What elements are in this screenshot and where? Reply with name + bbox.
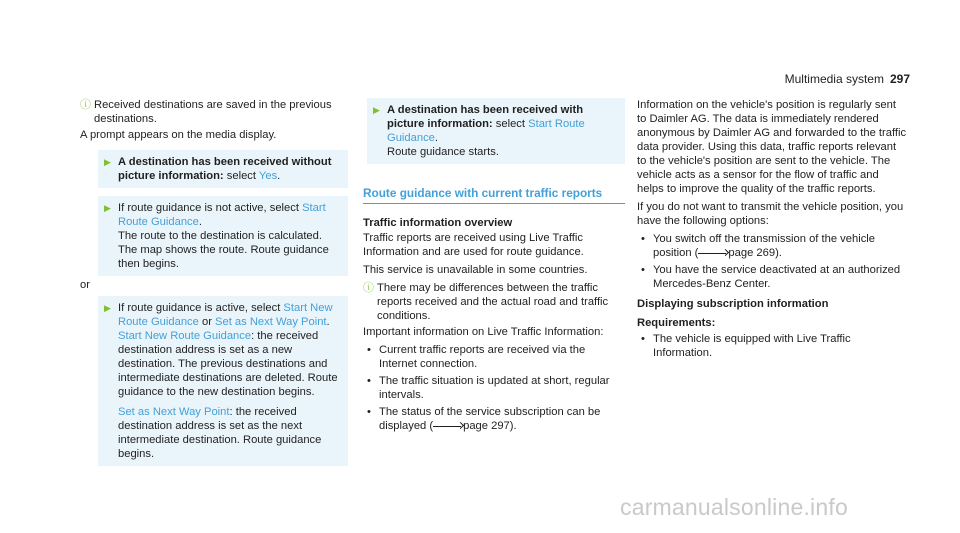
- page-number: 297: [889, 72, 910, 86]
- heading-subscription-info: Displaying subscription information: [637, 298, 829, 310]
- bullet-dot: •: [641, 333, 645, 345]
- page-reference-arrow-icon: [433, 422, 463, 430]
- link-set-next-way-point[interactable]: Set as Next Way Point: [215, 316, 327, 328]
- arrow-right-icon: ▶: [104, 157, 111, 167]
- bullet-dot: •: [367, 406, 371, 418]
- list-item: • The traffic situation is updated at short, regular intervals.: [367, 375, 610, 401]
- list-item: • You switch off the transmission of the vehicle position ( page 269).: [641, 233, 876, 259]
- link-start-route-guidance[interactable]: Start Route Guidance: [118, 202, 326, 228]
- option-start-new-route-guidance[interactable]: Start New Route Guidance: [118, 330, 252, 342]
- traffic-info-list: [363, 343, 625, 433]
- info-icon: ⓘ: [80, 99, 91, 111]
- bullet-dot: •: [367, 344, 371, 356]
- requirements-label: Requirements:: [637, 317, 716, 329]
- list-item: • Current traffic reports are received via the Internet connection.: [367, 344, 586, 370]
- or-text: or: [80, 279, 90, 291]
- requirements-list: [637, 332, 907, 360]
- section-heading-traffic: Route guidance with current traffic reports: [363, 186, 625, 204]
- arrow-right-icon: ▶: [104, 203, 111, 213]
- bullet-dot: •: [367, 375, 371, 387]
- page-header: [785, 72, 910, 86]
- step-route-active: ▶ If route guidance is active, select Start New Route Guidance or Set as Next Way Point. Start New Route Guidance: the received destination address is set as a new destination. The previous destinations and intermediate destinations are deleted. Route guidance to the new destination begins. Set as Next Way Point: the received destination address is set as the next intermediate destination. Route guidance begins.: [98, 296, 348, 466]
- section-title: Multimedia system: [784, 72, 884, 86]
- link-start-route-guidance-2[interactable]: Start Route Guidance: [387, 118, 585, 144]
- info-icon: ⓘ: [363, 282, 374, 294]
- list-item: • The status of the service subscription can be displayed ( page 297).: [367, 406, 601, 432]
- para-important-info: Important information on Live Traffic Information:: [363, 326, 604, 338]
- para-unavailable: This service is unavailable in some countries.: [363, 264, 588, 276]
- option-set-next-way-point[interactable]: Set as Next Way Point: [118, 406, 230, 418]
- bullet-dot: •: [641, 264, 645, 276]
- list-item: • You have the service deactivated at an authorized Mercedes-Benz Center.: [641, 264, 901, 290]
- page-ref-269[interactable]: page 269: [728, 247, 776, 259]
- arrow-right-icon: ▶: [373, 105, 380, 115]
- column-1: [80, 98, 348, 474]
- step-with-picture: ▶ A destination has been received with picture information: select Start Route Guidance. Route guidance starts.: [367, 98, 625, 164]
- note-received-destinations: ⓘ Received destinations are saved in the previous destinations.: [80, 99, 332, 125]
- note-differences: ⓘ There may be differences between the traffic reports received and the actual road and traffic conditions.: [363, 282, 609, 322]
- list-item: • The vehicle is equipped with Live Traffic Information.: [641, 333, 851, 359]
- arrow-right-icon: ▶: [104, 303, 111, 313]
- subheading-overview: Traffic information overview: [363, 217, 513, 229]
- link-start-new-route-guidance[interactable]: Start New Route Guidance: [118, 302, 333, 328]
- column-3: [637, 98, 907, 364]
- bullet-dot: •: [641, 233, 645, 245]
- prompt-text: A prompt appears on the media display.: [80, 129, 277, 141]
- options-list: [637, 232, 907, 291]
- para-options: If you do not want to transmit the vehicle position, you have the following options:: [637, 201, 904, 227]
- page-reference-arrow-icon: [698, 249, 728, 257]
- para-vehicle-position: Information on the vehicle's position is regularly sent to Daimler AG. The data is immediately rendered anonymous by Daimler AG and forwarded to the traffic data provider. Using this data, traffic reports relevant to the vehicle's position are sent to the vehicle. The vehicle acts as a sensor for the flow of traffic and helps to improve the quality of the traffic reports.: [637, 99, 907, 195]
- step-route-not-active: ▶ If route guidance is not active, select Start Route Guidance. The route to the destination is calculated. The map shows the route. Route guidance then begins.: [98, 196, 348, 276]
- column-2: [363, 98, 625, 437]
- watermark: carmanualsonline.info: [620, 494, 848, 520]
- link-yes[interactable]: Yes: [258, 170, 278, 182]
- step-no-picture: ▶ A destination has been received without picture information: select Yes.: [98, 150, 348, 188]
- page-ref-297[interactable]: page 297: [463, 420, 510, 432]
- para-traffic-reports: Traffic reports are received using Live Traffic Information and are used for route guidance.: [363, 232, 584, 258]
